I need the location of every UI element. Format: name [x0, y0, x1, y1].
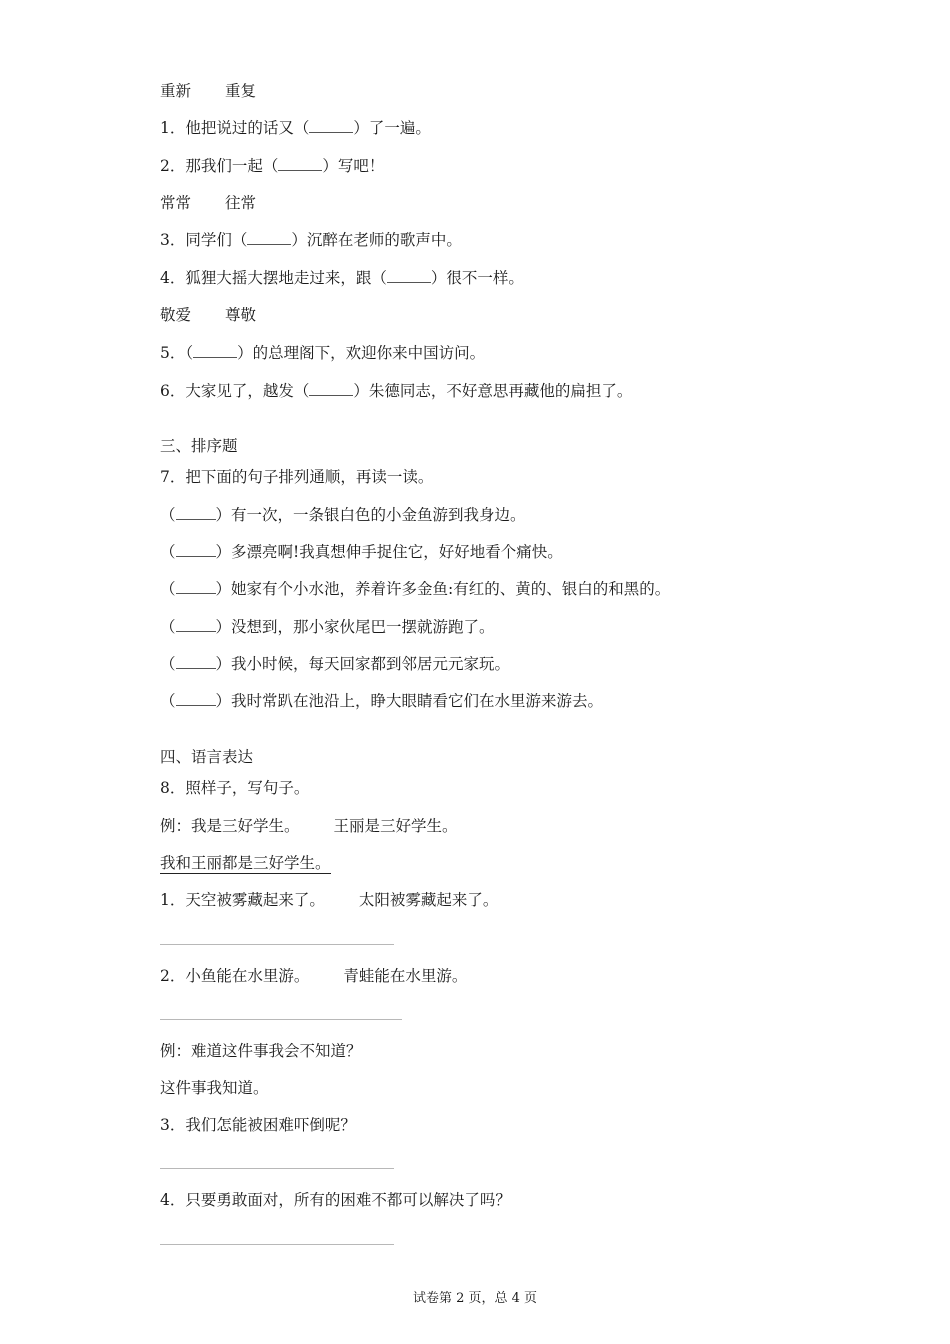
- word-option: 敬爱: [160, 306, 192, 324]
- section-heading: 三、排序题: [160, 437, 238, 455]
- order-blank[interactable]: [176, 543, 216, 557]
- answer-blank[interactable]: [247, 231, 291, 245]
- sentence-1: 1．天空被雾藏起来了。 太阳被雾藏起来了。: [160, 891, 499, 909]
- sentence-2: 2．小鱼能在水里游。 青蛙能在水里游。: [160, 967, 468, 985]
- order-blank[interactable]: [176, 655, 216, 669]
- example-2-answer: 这件事我知道。: [160, 1079, 269, 1097]
- order-item: （ ）她家有个小水池，养着许多金鱼:有红的、黄的、银白的和黑的。: [160, 580, 671, 598]
- word-pair-1: [160, 81, 256, 101]
- answer-line[interactable]: [160, 1244, 394, 1245]
- word-pair-2: [160, 193, 256, 213]
- question-8: 8．照样子，写句子。: [160, 779, 310, 797]
- word-option: 重复: [225, 82, 257, 100]
- order-item: （ ）有一次，一条银白色的小金鱼游到我身边。: [160, 506, 526, 524]
- example-2: 例：难道这件事我会不知道？: [160, 1042, 362, 1060]
- question-4: 4．狐狸大摇大摆地走过来，跟（ ）很不一样。: [160, 269, 524, 287]
- answer-blank[interactable]: [193, 344, 237, 358]
- word-option: 尊敬: [225, 306, 257, 324]
- answer-blank[interactable]: [278, 157, 322, 171]
- word-option: 重新: [160, 82, 192, 100]
- question-1: 1．他把说过的话又（ ）了一遍。: [160, 119, 431, 137]
- answer-blank[interactable]: [309, 382, 353, 396]
- order-item: （ ）没想到，那小家伙尾巴一摆就游跑了。: [160, 618, 495, 636]
- word-option: 常常: [160, 194, 192, 212]
- question-3: 3．同学们（ ）沉醉在老师的歌声中。: [160, 231, 462, 249]
- question-7: 7．把下面的句子排列通顺，再读一读。: [160, 468, 434, 486]
- answer-line[interactable]: [160, 1168, 394, 1169]
- order-item: （ ）我时常趴在池沿上，睁大眼睛看它们在水里游来游去。: [160, 692, 604, 710]
- answer-blank[interactable]: [309, 119, 353, 133]
- question-6: 6．大家见了，越发（ ）朱德同志，不好意思再藏他的扁担了。: [160, 382, 633, 400]
- example-1-answer: 我和王丽都是三好学生。: [160, 854, 331, 872]
- order-item: （ ）多漂亮啊!我真想伸手捉住它，好好地看个痛快。: [160, 543, 563, 561]
- section-heading: 四、语言表达: [160, 748, 254, 766]
- sentence-4: 4．只要勇敢面对，所有的困难不都可以解决了吗？: [160, 1191, 511, 1209]
- page-footer: 试卷第 2 页，总 4 页: [412, 1291, 538, 1306]
- answer-line[interactable]: [160, 944, 394, 945]
- order-blank[interactable]: [176, 506, 216, 520]
- word-pair-3: [160, 305, 256, 325]
- answer-line[interactable]: [160, 1019, 402, 1020]
- word-option: 往常: [225, 194, 257, 212]
- order-blank[interactable]: [176, 580, 216, 594]
- sentence-3: 3．我们怎能被困难吓倒呢？: [160, 1116, 356, 1134]
- order-blank[interactable]: [176, 692, 216, 706]
- question-2: 2．那我们一起（ ）写吧！: [160, 157, 385, 175]
- order-item: （ ）我小时候，每天回家都到邻居元元家玩。: [160, 655, 511, 673]
- answer-blank[interactable]: [387, 269, 431, 283]
- question-5: 5．（ ）的总理阁下，欢迎你来中国访问。: [160, 344, 486, 362]
- order-blank[interactable]: [176, 618, 216, 632]
- example-1: 例：我是三好学生。 王丽是三好学生。: [160, 817, 458, 835]
